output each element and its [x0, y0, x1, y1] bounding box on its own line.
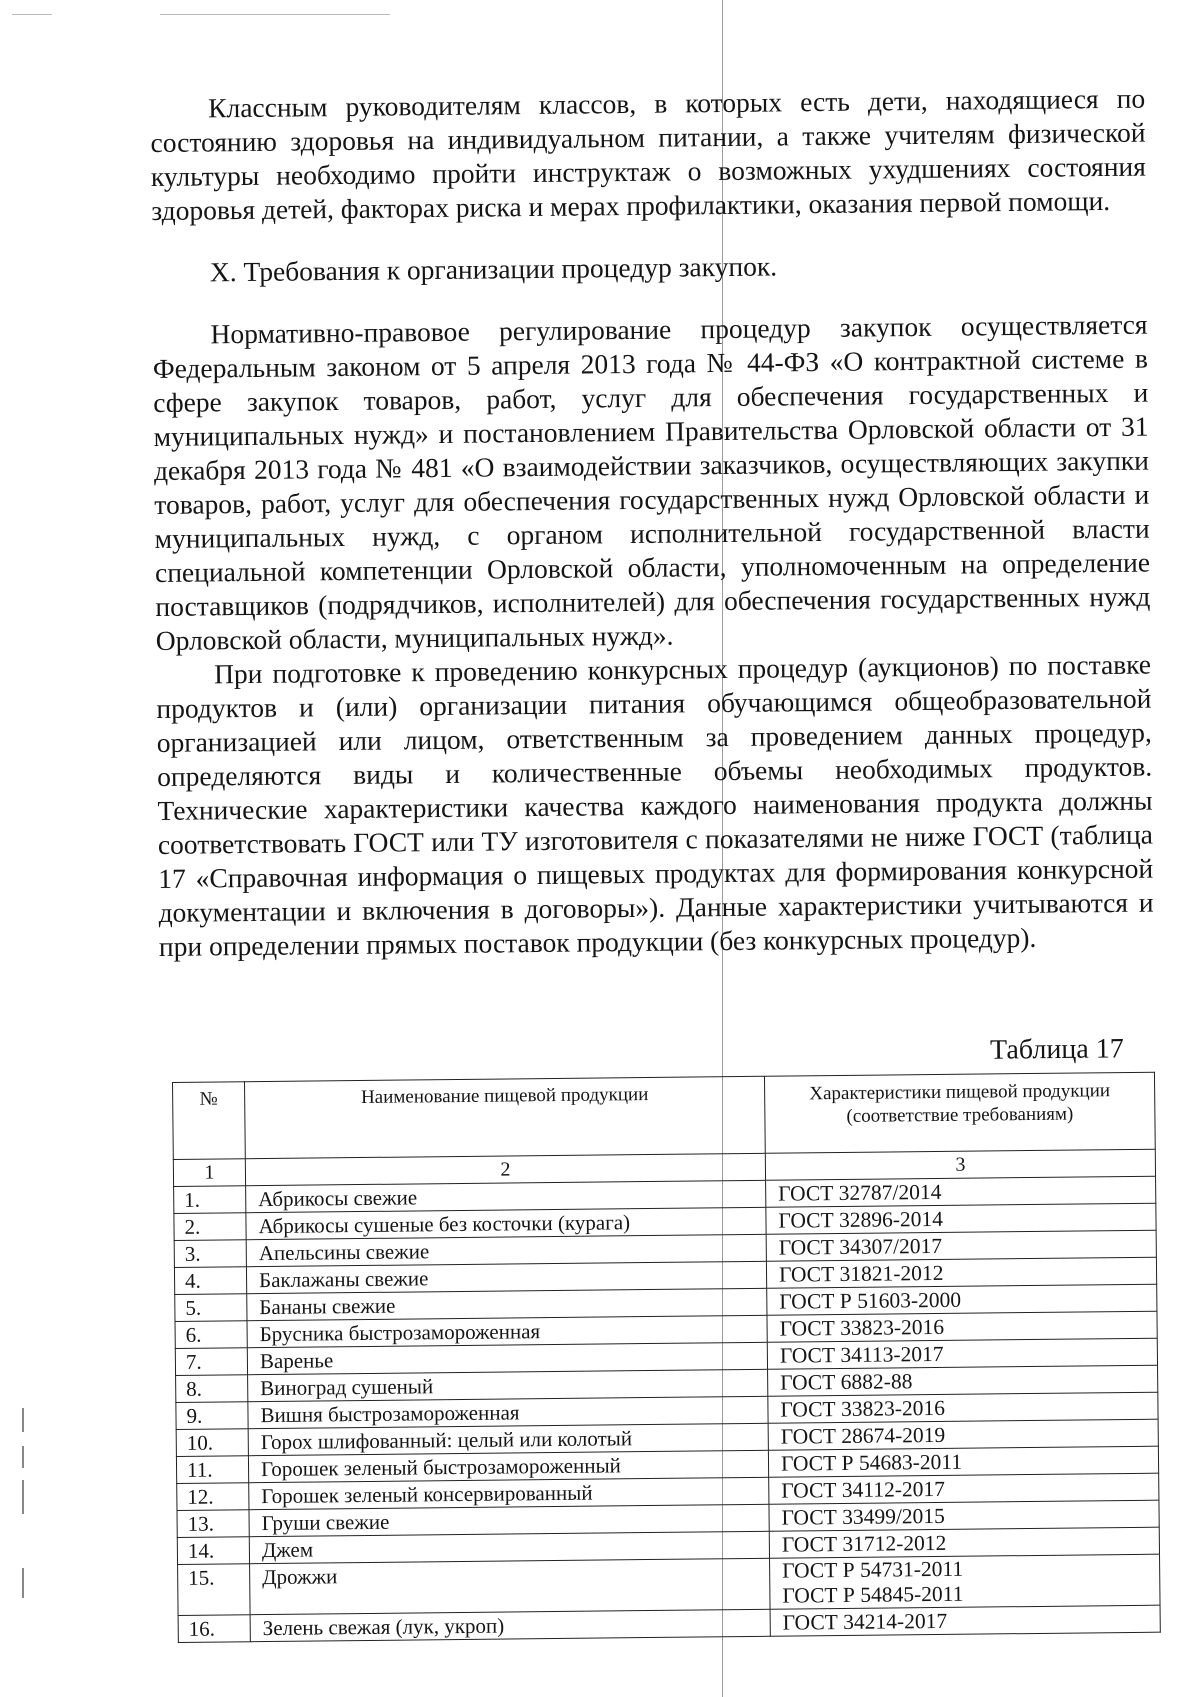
index-cell: 2 [245, 1153, 765, 1185]
row-gost: ГОСТ 34113-2017 [767, 1338, 1157, 1369]
row-gost: ГОСТ 31712-2012 [769, 1527, 1159, 1558]
row-num: 16. [178, 1615, 250, 1643]
row-gost: ГОСТ 34307/2017 [766, 1230, 1156, 1261]
row-product: Виноград сушеный [248, 1369, 768, 1401]
row-product: Варенье [247, 1342, 767, 1374]
table-caption: Таблица 17 [989, 1033, 1124, 1066]
row-num: 2. [174, 1213, 246, 1241]
row-num: 8. [176, 1375, 248, 1403]
header-name: Наименование пищевой продукции [245, 1076, 766, 1158]
row-num: 14. [177, 1537, 249, 1565]
row-product: Брусника быстрозамороженная [247, 1315, 767, 1347]
header-spec: Характеристики пищевой продукции (соответствие требованиям) [764, 1072, 1155, 1153]
row-product: Вишня быстрозамороженная [248, 1396, 768, 1428]
row-num: 9. [176, 1402, 248, 1430]
row-num: 1. [174, 1186, 246, 1214]
product-table-wrap [172, 1072, 1160, 1643]
row-num: 5. [175, 1294, 247, 1322]
scan-artifact [22, 1568, 24, 1598]
row-num: 12. [177, 1483, 249, 1511]
row-gost: ГОСТ 6882-88 [768, 1365, 1158, 1396]
row-gost: ГОСТ 33823-2016 [768, 1392, 1158, 1423]
row-product: Груши свежие [249, 1504, 769, 1536]
row-num: 15. [178, 1564, 251, 1616]
row-gost: ГОСТ 33499/2015 [769, 1500, 1159, 1531]
scan-artifact [160, 14, 390, 15]
row-num: 4. [174, 1267, 246, 1295]
row-product: Абрикосы свежие [246, 1180, 766, 1212]
row-num: 10. [176, 1429, 248, 1457]
scan-artifact [22, 1446, 24, 1468]
paragraph-procurement-prep: При подготовке к проведению конкурсных процедур (аукционов) по поставке продуктов и (или) организации питания обучающимся общеобразовательной организацией или лицом, ответственным за проведением данных процедур, определяются виды и количественные объемы необходимых продуктов. Технические характеристики качества каждого наименования продукта должны соответствовать ГОСТ или ТУ изготовителя с показателями не ниже ГОСТ (таблица 17 «Справочная информация о пищевых продуктах для формирования конкурсной документации и включения в договоры»). Данные характеристики учитываются и при определении прямых поставок продукции (без конкурсных процедур). [156, 648, 1154, 962]
row-gost: ГОСТ 34112-2017 [769, 1473, 1159, 1504]
row-num: 13. [177, 1510, 249, 1538]
product-table [172, 1072, 1161, 1643]
row-product: Зелень свежая (лук, укроп) [250, 1609, 770, 1641]
row-gost: ГОСТ 34214-2017 [770, 1605, 1160, 1636]
row-gost: ГОСТ 33823-2016 [767, 1311, 1157, 1342]
row-gost: ГОСТ Р 51603-2000 [767, 1284, 1157, 1315]
row-product: Абрикосы сушеные без косточки (курага) [246, 1207, 766, 1239]
row-gost: ГОСТ 32787/2014 [766, 1176, 1156, 1207]
row-gost: ГОСТ 31821-2012 [766, 1257, 1156, 1288]
paragraph-class-teachers: Классным руководителям классов, в которых есть дети, находящиеся по состоянию здоровья на индивидуальном питании, а также учителям физической культуры необходимо пройти инструктаж о возможных ухудшениях состояния здоровья детей, факторах риска и мерах профилактики, оказания первой помощи. [150, 82, 1146, 226]
index-cell: 3 [765, 1149, 1155, 1180]
scan-artifact [12, 14, 52, 15]
row-num: 7. [175, 1348, 247, 1376]
row-product: Джем [249, 1531, 769, 1563]
row-product: Апельсины свежие [246, 1234, 766, 1266]
row-product: Дрожжи [250, 1558, 771, 1614]
row-gost-line: ГОСТ Р 54845-2011 [782, 1581, 964, 1608]
row-gost: ГОСТ Р 54683-2011 [768, 1446, 1158, 1477]
scan-artifact [22, 1480, 24, 1514]
row-num: 6. [175, 1321, 247, 1349]
row-gost [770, 1554, 1161, 1609]
row-gost: ГОСТ 32896-2014 [766, 1203, 1156, 1234]
paragraph-legal-regulation: Нормативно-правовое регулирование процедур закупок осуществляется Федеральным законом от 5 апреля 2013 года № 44-ФЗ «О контрактной системе в сфере закупок товаров, работ, услуг для обеспечения государственных и муниципальных нужд» и постановлением Правительства Орловской области от 31 декабря 2013 года № 481 «О взаимодействии заказчиков, осуществляющих закупки товаров, работ, услуг для обеспечения государственных нужд Орловской области и муниципальных нужд, с органом исполнительной государственной власти специальной компетенции Орловской области, уполномоченным на определение поставщиков (подрядчиков, исполнителей) для обеспечения государственных нужд Орловской области, муниципальных нужд». [152, 308, 1151, 656]
row-gost: ГОСТ 28674-2019 [768, 1419, 1158, 1450]
row-num: 3. [174, 1240, 246, 1268]
row-product: Горошек зеленый быстрозамороженный [248, 1450, 768, 1482]
scan-artifact [22, 1408, 24, 1432]
index-cell: 1 [173, 1159, 245, 1187]
row-num: 11. [176, 1456, 248, 1484]
row-product: Бананы свежие [247, 1288, 767, 1320]
row-gost-line: ГОСТ Р 54731-2011 [782, 1556, 964, 1583]
table-header-row [173, 1072, 1156, 1159]
row-product: Горох шлифованный: целый или колотый [248, 1423, 768, 1455]
section-heading: X. Требования к организации процедур закупок. [209, 250, 778, 288]
row-product: Горошек зеленый консервированный [249, 1477, 769, 1509]
header-num: № [173, 1082, 246, 1160]
row-product: Баклажаны свежие [246, 1261, 766, 1293]
body-text [150, 82, 1154, 964]
